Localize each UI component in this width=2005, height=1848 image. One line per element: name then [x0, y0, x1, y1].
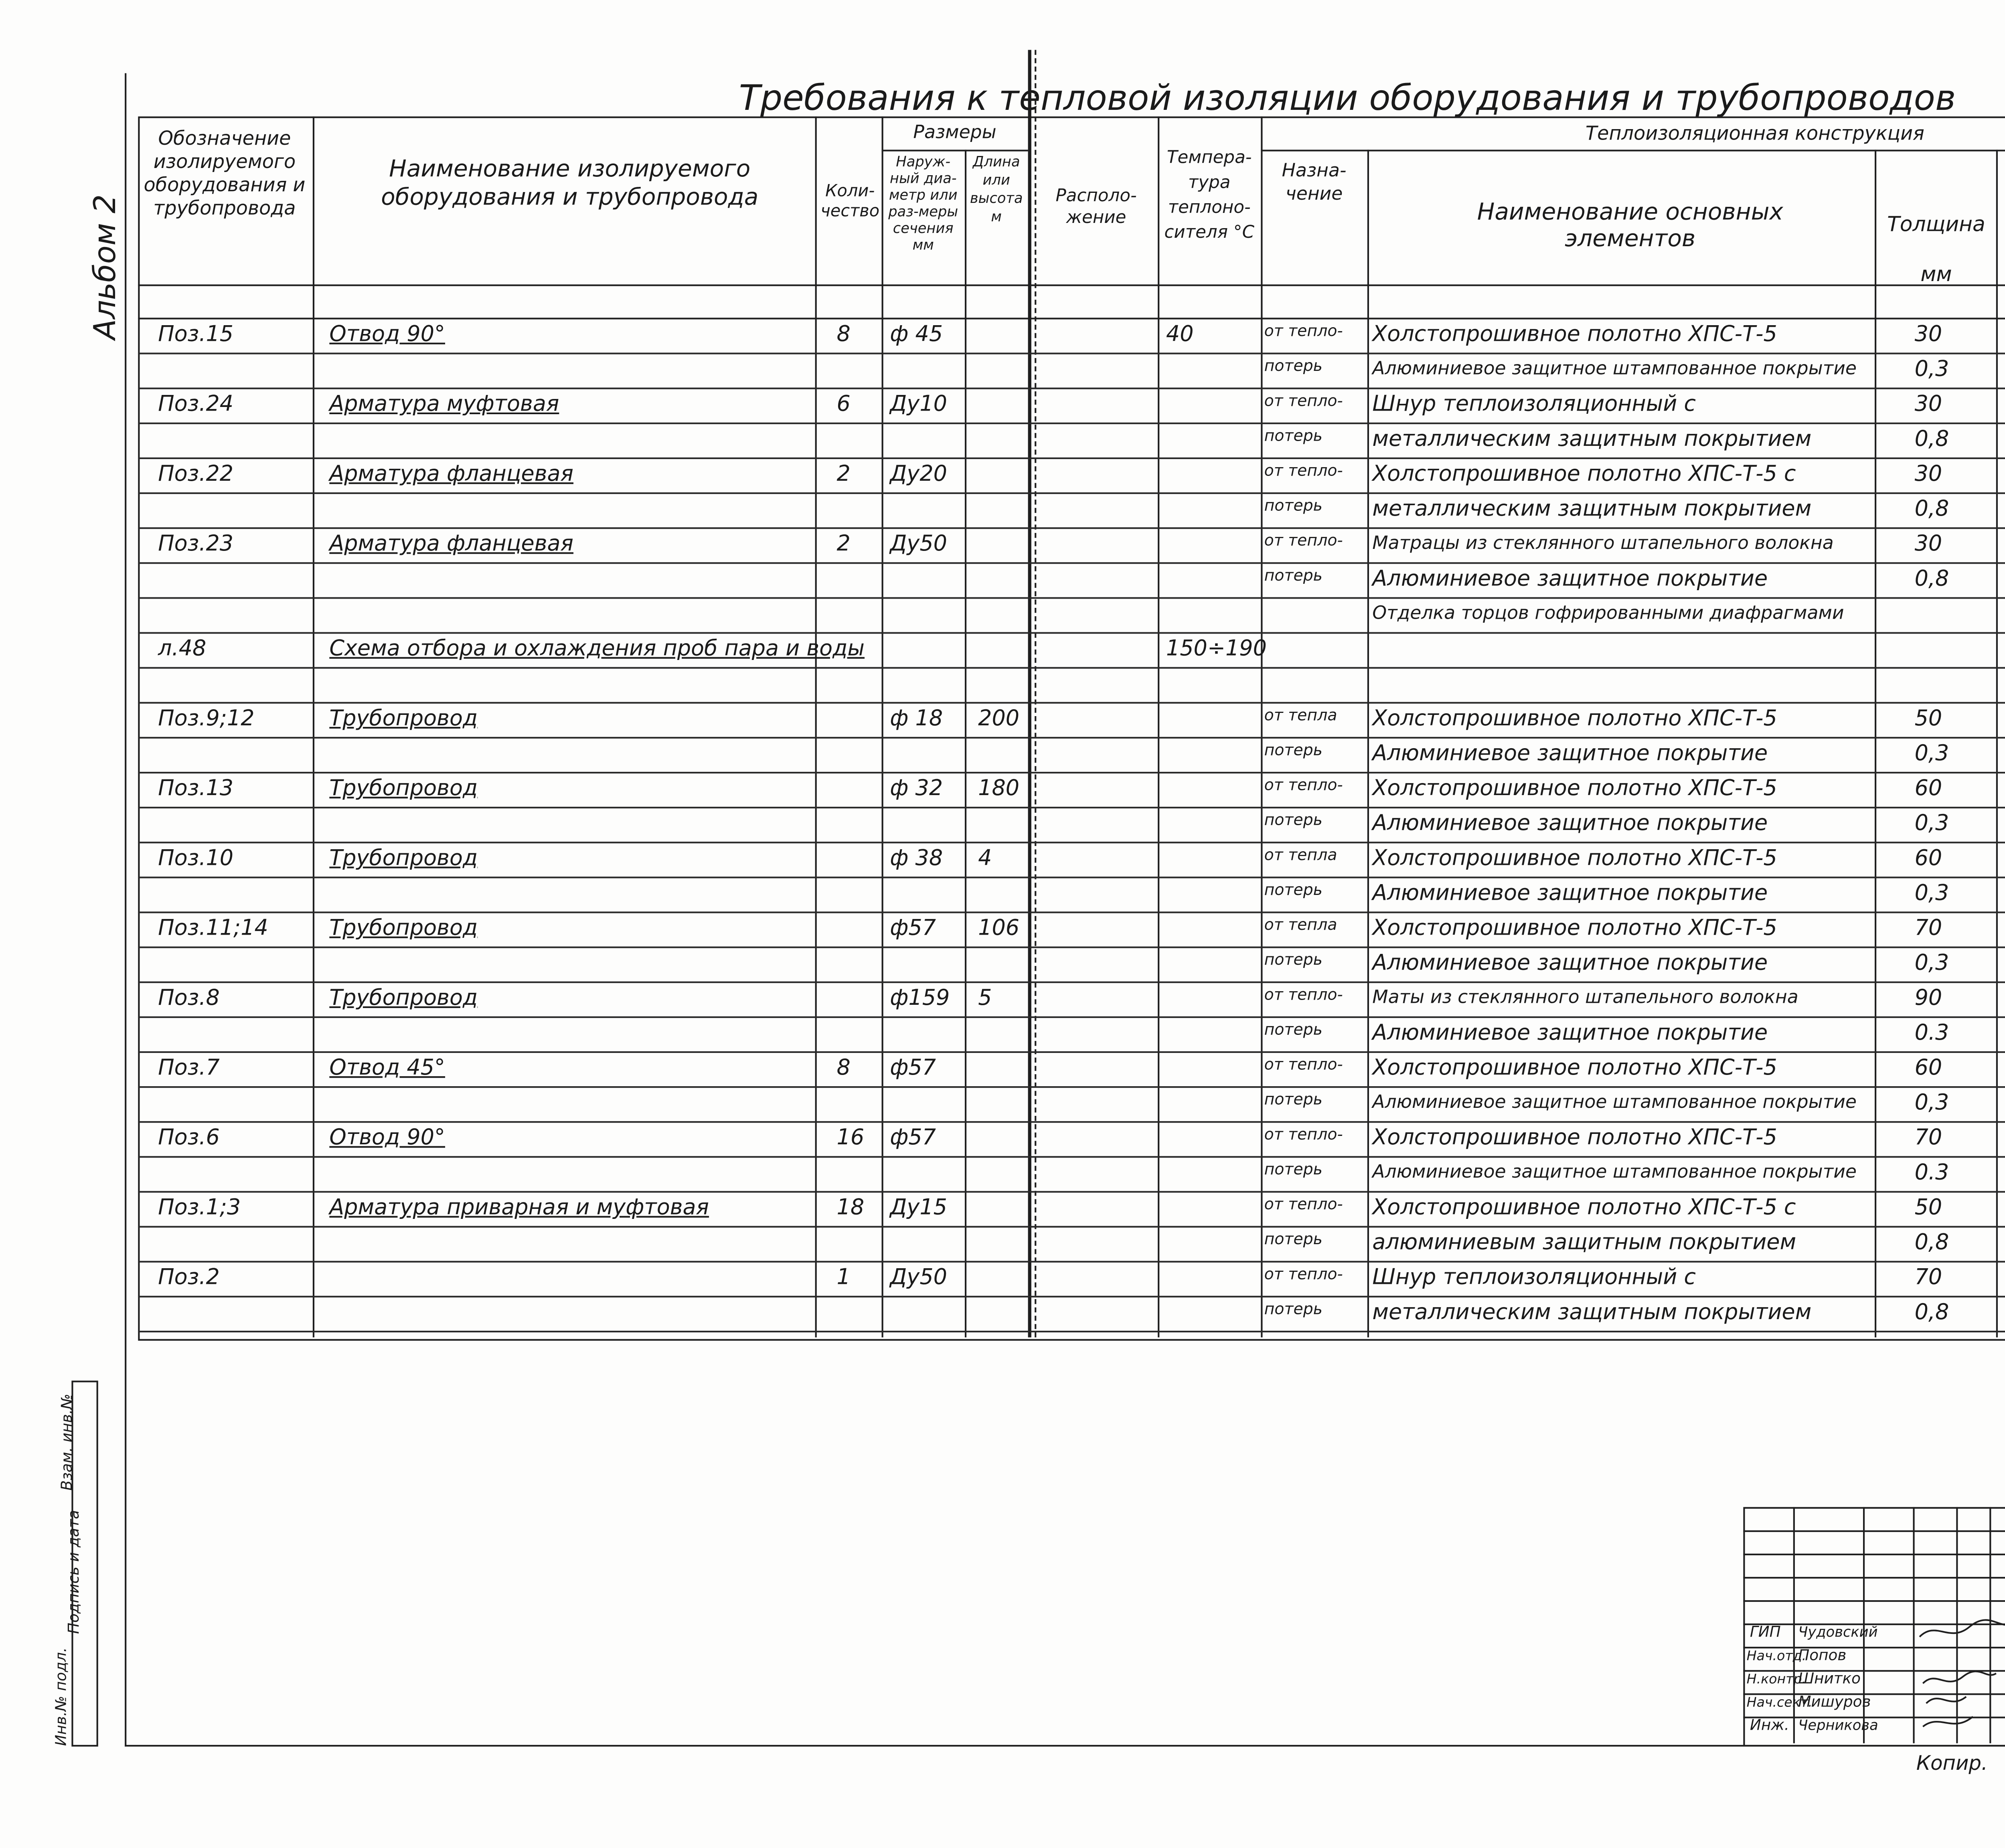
table-row — [138, 632, 2005, 668]
table-row — [138, 1086, 2005, 1123]
copy-label: Копир. — [1916, 1751, 1988, 1775]
cell-element: Холстопрошивное полотно ХПС-Т-5 — [1372, 1126, 1777, 1151]
cell-thickness: 0,3 — [1914, 951, 1949, 977]
binding-strip-label-2: Подпись и дата — [67, 1510, 84, 1634]
cell-thickness: 70 — [1914, 1266, 1942, 1291]
header-location: Располо-жение — [1055, 186, 1137, 228]
cell-purpose: потерь — [1264, 812, 1322, 830]
cell-purpose: потерь — [1264, 357, 1322, 376]
person-4: Мишуров — [1798, 1695, 1871, 1712]
cell-element: Алюминиевое защитное покрытие — [1372, 951, 1768, 977]
cell-pos: Поз.9;12 — [158, 707, 255, 732]
cell-qty: 6 — [836, 393, 851, 418]
cell-element: Холстопрошивное полотно ХПС-Т-5 с — [1372, 462, 1796, 488]
table-row — [138, 457, 2005, 494]
cell-thickness: 0,3 — [1914, 812, 1949, 837]
cell-qty: 2 — [836, 462, 851, 488]
cell-purpose: от тепло- — [1264, 986, 1343, 1005]
cell-element: Холстопрошивное полотно ХПС-Т-5 с — [1372, 1196, 1796, 1221]
table-row — [138, 876, 2005, 913]
cell-element: Алюминиевое защитное покрытие — [1372, 812, 1768, 837]
cell-purpose: потерь — [1264, 1021, 1322, 1040]
table-row — [138, 947, 2005, 983]
cell-purpose: потерь — [1264, 1301, 1322, 1319]
cell-element: Холстопрошивное полотно ХПС-Т-5 — [1372, 322, 1777, 348]
table-row — [138, 702, 2005, 739]
cell-thickness: 70 — [1914, 1126, 1942, 1151]
role-norm-control: Н.контр. — [1746, 1672, 1807, 1687]
cell-element: Шнур теплоизоляционный с — [1372, 1266, 1696, 1291]
sizes-sub-line — [882, 150, 1028, 151]
table-row — [138, 1016, 2005, 1053]
cell-element: Холстопрошивное полотно ХПС-Т-5 — [1372, 777, 1777, 802]
person-5: Черникова — [1798, 1718, 1878, 1735]
cell-d: ф57 — [890, 1126, 936, 1151]
cell-element: Шнур теплоизоляционный с — [1372, 393, 1696, 418]
header-bottom-line — [138, 284, 2005, 286]
cell-d: Ду15 — [890, 1196, 948, 1221]
cell-thickness: 50 — [1914, 1196, 1942, 1221]
table-row — [138, 1296, 2005, 1332]
cell-temp: 40 — [1166, 322, 1194, 348]
cell-name: Отвод 90° — [329, 322, 446, 348]
cell-pos: л.48 — [158, 637, 207, 662]
cell-len: 180 — [978, 777, 1020, 802]
cell-len: 4 — [978, 846, 992, 872]
cell-thickness: 0.3 — [1914, 1021, 1949, 1046]
table-row — [138, 1121, 2005, 1158]
cell-element: Холстопрошивное полотно ХПС-Т-5 — [1372, 1056, 1777, 1081]
cell-pos: Поз.24 — [158, 393, 234, 418]
cell-d: ф 38 — [890, 846, 943, 872]
cell-thickness: 0,8 — [1914, 497, 1949, 522]
cell-pos: Поз.15 — [158, 322, 234, 348]
table-row — [138, 807, 2005, 843]
cell-element: Отделка торцов гофрированными диафрагмами — [1372, 602, 1844, 624]
cell-thickness: 0,8 — [1914, 1301, 1949, 1326]
cell-purpose: потерь — [1264, 742, 1322, 760]
cell-thickness: 0,8 — [1914, 427, 1949, 453]
table-row — [138, 911, 2005, 948]
cell-len: 5 — [978, 986, 992, 1012]
cell-qty: 2 — [836, 532, 851, 557]
table-row — [138, 982, 2005, 1018]
cell-d: ф57 — [890, 1056, 936, 1081]
cell-thickness: 50 — [1914, 707, 1942, 732]
cell-purpose: от тепло- — [1264, 322, 1343, 341]
tb-row — [1743, 1600, 2005, 1602]
table-row — [138, 667, 2005, 704]
insulation-sub-line — [1261, 150, 2005, 151]
cell-element: металлическим защитным покрытием — [1372, 1301, 1812, 1326]
table-row — [138, 1226, 2005, 1263]
cell-pos: Поз.2 — [158, 1266, 220, 1291]
table-row — [138, 737, 2005, 773]
cell-purpose: потерь — [1264, 1231, 1322, 1249]
cell-purpose: от тепло- — [1264, 1196, 1343, 1214]
role-gip: ГИП — [1750, 1625, 1781, 1642]
table-row — [138, 388, 2005, 424]
cell-name: Трубопровод — [329, 986, 478, 1012]
table-row — [138, 318, 2005, 354]
cell-pos: Поз.22 — [158, 462, 234, 488]
table-row — [138, 562, 2005, 599]
cell-thickness: 60 — [1914, 846, 1942, 872]
header-sizes: Размеры — [913, 121, 996, 143]
table-row — [138, 527, 2005, 564]
table-row — [138, 772, 2005, 808]
cell-purpose: потерь — [1264, 427, 1322, 446]
cell-d: ф 45 — [890, 322, 943, 348]
cell-name: Арматура фланцевая — [329, 462, 574, 488]
cell-purpose: потерь — [1264, 497, 1322, 516]
cell-element: Алюминиевое защитное штампованное покрытие — [1372, 357, 1857, 379]
cell-thickness: 30 — [1914, 532, 1942, 557]
cell-thickness: 0.3 — [1914, 1161, 1949, 1186]
cell-name: Трубопровод — [329, 916, 478, 942]
cell-name: Трубопровод — [329, 846, 478, 872]
person-3: Шнитко — [1798, 1672, 1861, 1688]
cell-d: ф57 — [890, 916, 936, 942]
cell-pos: Поз.7 — [158, 1056, 220, 1081]
cell-pos: Поз.8 — [158, 986, 220, 1012]
cell-name: Отвод 45° — [329, 1056, 446, 1081]
table-row — [138, 1191, 2005, 1227]
cell-thickness: 70 — [1914, 916, 1942, 942]
binding-strip-label-1: Инв.№ подл. — [54, 1647, 71, 1746]
binding-strip-label-3: Взам. инв.№ — [60, 1394, 77, 1491]
cell-purpose: от тепло- — [1264, 462, 1343, 481]
header-outer-d: Наруж-ный диа-метр или раз-меры сечения мм — [888, 154, 958, 255]
cell-element: Холстопрошивное полотно ХПС-Т-5 — [1372, 916, 1777, 942]
cell-thickness: 0,3 — [1914, 881, 1949, 907]
header-name: Наименование изолируемого оборудования и трубопровода — [381, 156, 759, 211]
cell-purpose: от тепла — [1264, 846, 1337, 865]
cell-purpose: потерь — [1264, 1161, 1322, 1180]
signatures-graphic — [1913, 1607, 2005, 1740]
cell-purpose: от тепло- — [1264, 1126, 1343, 1145]
header-qty: Коли-чество — [820, 183, 880, 221]
cell-element: Алюминиевое защитное покрытие — [1372, 1021, 1768, 1046]
cell-name: Арматура приварная и муфтовая — [329, 1196, 709, 1221]
cell-d: Ду20 — [890, 462, 948, 488]
cell-d: Ду10 — [890, 393, 948, 418]
cell-purpose: от тепла — [1264, 707, 1337, 725]
cell-element: Маты из стеклянного штапельного волокна — [1372, 986, 1798, 1008]
cell-element: Холстопрошивное полотно ХПС-Т-5 — [1372, 846, 1777, 872]
cell-qty: 16 — [836, 1126, 865, 1151]
cell-temp: 150÷190 — [1166, 637, 1267, 662]
header-temperature: Темпера-тура теплоно-сителя °С — [1164, 148, 1255, 243]
header-surface — [1998, 196, 2005, 256]
tb-row — [1743, 1530, 2005, 1532]
cell-d: ф159 — [890, 986, 950, 1012]
cell-d: Ду50 — [890, 532, 948, 557]
cell-purpose: от тепло- — [1264, 393, 1343, 411]
cell-name: Схема отбора и охлаждения проб пара и воды — [329, 637, 865, 662]
cell-pos: Поз.13 — [158, 777, 234, 802]
cell-thickness: 30 — [1914, 322, 1942, 348]
album-label: Альбом 2 — [88, 194, 124, 340]
cell-pos: Поз.23 — [158, 532, 234, 557]
cell-thickness: 60 — [1914, 777, 1942, 802]
cell-element: Алюминиевое защитное покрытие — [1372, 567, 1768, 592]
cell-element: Холстопрошивное полотно ХПС-Т-5 — [1372, 707, 1777, 732]
role-head-sector: Нач.сект. — [1746, 1695, 1813, 1710]
cell-qty: 1 — [836, 1266, 851, 1291]
cell-thickness: 0,3 — [1914, 357, 1949, 383]
cell-thickness: 0,8 — [1914, 567, 1949, 592]
role-head-dept: Нач.отд. — [1746, 1648, 1807, 1664]
cell-element: Алюминиевое защитное штампованное покрытие — [1372, 1161, 1857, 1183]
cell-qty: 18 — [836, 1196, 865, 1221]
cell-pos: Поз.11;14 — [158, 916, 268, 942]
cell-element: металлическим защитным покрытием — [1372, 497, 1812, 522]
cell-element: Алюминиевое защитное штампованное покрытие — [1372, 1091, 1857, 1113]
cell-d: ф 18 — [890, 707, 943, 732]
cell-purpose: от тепло- — [1264, 1056, 1343, 1075]
cell-element: Алюминиевое защитное покрытие — [1372, 742, 1768, 767]
cell-purpose: потерь — [1264, 1091, 1322, 1110]
cell-len: 200 — [978, 707, 1020, 732]
cell-thickness: 90 — [1914, 986, 1942, 1012]
cell-len: 106 — [978, 916, 1020, 942]
table-row — [138, 597, 2005, 634]
header-purpose: Назна-чение — [1282, 160, 1347, 205]
cell-name: Арматура муфтовая — [329, 393, 559, 418]
tb-row — [1743, 1554, 2005, 1555]
cell-name: Отвод 90° — [329, 1126, 446, 1151]
cell-pos: Поз.1;3 — [158, 1196, 241, 1221]
cell-element: Матрацы из стеклянного штапельного волокна — [1372, 532, 1834, 554]
cell-pos: Поз.6 — [158, 1126, 220, 1151]
cell-thickness: 0,8 — [1914, 1231, 1949, 1256]
cell-d: Ду50 — [890, 1266, 948, 1291]
table-row — [138, 423, 2005, 459]
table-row — [138, 1156, 2005, 1192]
cell-thickness: 60 — [1914, 1056, 1942, 1081]
cell-pos: Поз.10 — [158, 846, 234, 872]
cell-purpose: от тепло- — [1264, 1266, 1343, 1284]
table-row — [138, 842, 2005, 878]
table-row — [138, 492, 2005, 529]
header-insulation: Теплоизоляционная конструкция — [1585, 121, 1924, 145]
cell-qty: 8 — [836, 322, 851, 348]
header-thickness: Толщина мм — [1887, 211, 1985, 286]
header-designation: Обозначение изолируемого оборудования и трубопровода — [144, 126, 306, 220]
role-engineer: Инж. — [1750, 1718, 1789, 1735]
table-row — [138, 1261, 2005, 1297]
cell-name: Трубопровод — [329, 707, 478, 732]
cell-purpose: потерь — [1264, 881, 1322, 900]
cell-name: Трубопровод — [329, 777, 478, 802]
cell-d: ф 32 — [890, 777, 943, 802]
cell-element: алюминиевым защитным покрытием — [1372, 1231, 1796, 1256]
cell-purpose: от тепла — [1264, 916, 1337, 935]
sheet-title: Требования к тепловой изоляции оборудования и трубопроводов — [739, 78, 1956, 118]
cell-thickness: 0,3 — [1914, 1091, 1949, 1116]
cell-qty: 8 — [836, 1056, 851, 1081]
cell-purpose: от тепло- — [1264, 777, 1343, 795]
table-row — [138, 1051, 2005, 1088]
cell-name: Арматура фланцевая — [329, 532, 574, 557]
cell-thickness: 30 — [1914, 462, 1942, 488]
cell-purpose: от тепло- — [1264, 532, 1343, 551]
person-2: Попов — [1798, 1648, 1847, 1665]
person-1: Чудовский — [1798, 1625, 1878, 1642]
tb-row — [1743, 1577, 2005, 1579]
cell-thickness: 0,3 — [1914, 742, 1949, 767]
cell-thickness: 30 — [1914, 393, 1942, 418]
cell-purpose: потерь — [1264, 951, 1322, 970]
header-elements: Наименование основных элементов — [1477, 199, 1783, 253]
cell-element: Алюминиевое защитное покрытие — [1372, 881, 1768, 907]
table-row — [138, 353, 2005, 389]
cell-element: металлическим защитным покрытием — [1372, 427, 1812, 453]
header-length: Длина или высота м — [970, 154, 1023, 227]
cell-purpose: потерь — [1264, 567, 1322, 586]
